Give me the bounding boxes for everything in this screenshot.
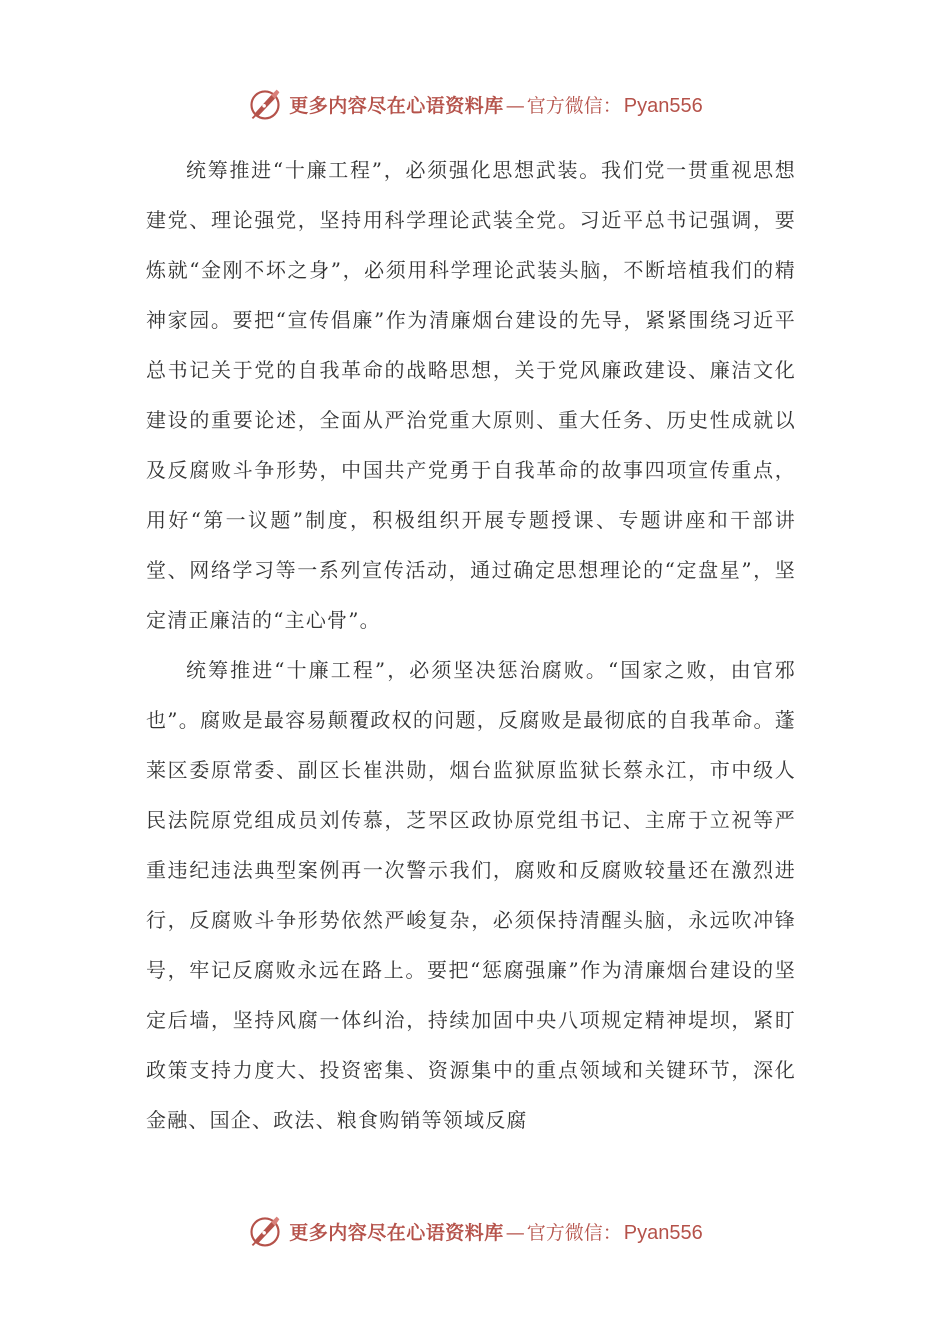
watermark-dash: — — [505, 94, 525, 117]
pen-nib-logo-icon — [247, 86, 283, 122]
pen-nib-logo-icon — [247, 1213, 283, 1249]
watermark-wechat-id: Pyan556 — [623, 94, 703, 117]
paragraph-ideological-armament: 统筹推进“十廉工程”，必须强化思想武装。我们党一贯重视思想建党、理论强党，坚持用科学理论武装全党。习近平总书记强调，要炼就“金刚不坏之身”，必须用科学理论武装头脑，不断培植我们的精神家园。要把“宣传倡廉”作为清廉烟台建设的先导，紧紧围绕习近平总书记关于党的自我革命的战略思想，关于党风廉政建设、廉洁文化建设的重要论述，全面从严治党重大原则、重大任务、历史性成就以及反腐败斗争形势，中国共产党勇于自我革命的故事四项宣传重点，用好“第一议题”制度，积极组织开展专题授课、专题讲座和干部讲堂、网络学习等一系列宣传活动，通过确定思想理论的“定盘星”，坚定清正廉洁的“主心骨”。 — [146, 158, 796, 632]
document-body — [146, 145, 796, 1145]
watermark-label: 官方微信： — [526, 1221, 622, 1244]
watermark-dash: — — [505, 1221, 525, 1244]
watermark-main-text: 更多内容尽在心语资料库 — [289, 94, 504, 117]
watermark-label: 官方微信： — [526, 94, 622, 117]
watermark-header — [0, 84, 950, 124]
watermark-footer — [0, 1211, 950, 1251]
watermark-main-text: 更多内容尽在心语资料库 — [289, 1221, 504, 1244]
watermark-wechat-id: Pyan556 — [623, 1221, 703, 1244]
paragraph-punishing-corruption: 统筹推进“十廉工程”，必须坚决惩治腐败。“国家之败，由官邪也”。腐败是最容易颠覆政权的问题，反腐败是最彻底的自我革命。蓬莱区委原常委、副区长崔洪勋，烟台监狱原监狱长蔡永江，市中级人民法院原党组成员刘传慕，芝罘区政协原党组书记、主席于立祝等严重违纪违法典型案例再一次警示我们，腐败和反腐败较量还在激烈进行，反腐败斗争形势依然严峻复杂，必须保持清醒头脑，永远吹冲锋号，牢记反腐败永远在路上。要把“惩腐强廉”作为清廉烟台建设的坚定后墙，坚持风腐一体纠治，持续加固中央八项规定精神堤坝，紧盯政策支持力度大、投资密集、资源集中的重点领域和关键环节，深化金融、国企、政法、粮食购销等领域反腐 — [146, 658, 796, 1132]
